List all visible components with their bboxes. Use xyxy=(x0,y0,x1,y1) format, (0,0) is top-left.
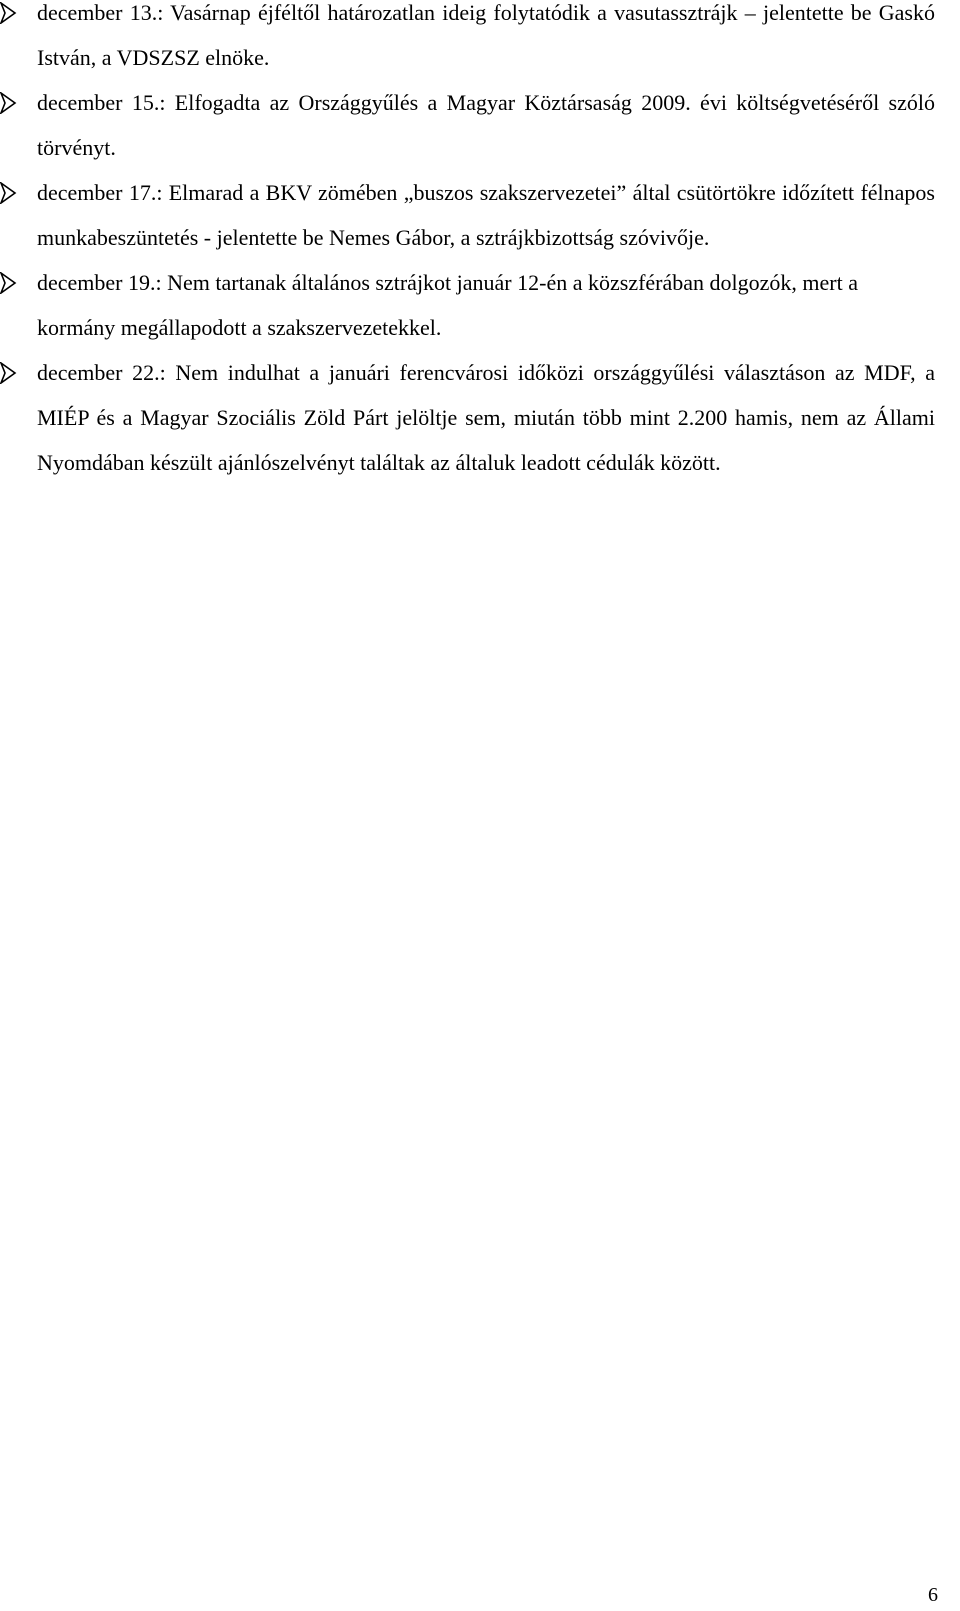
list-item xyxy=(0,80,960,170)
arrowhead-bullet-icon xyxy=(0,92,17,114)
list-item xyxy=(0,170,960,260)
list-item xyxy=(0,260,960,350)
list-item-text: december 19.: Nem tartanak általános sztrájkot január 12-én a közszférában dolgozók, mert a kormány megállapodott a szakszervezetekkel. xyxy=(37,270,858,340)
arrowhead-bullet-icon xyxy=(0,182,17,204)
list-item-text: december 13.: Vasárnap éjféltől határozatlan ideig folytatódik a vasutassztrájk – jelentette be Gaskó István, a VDSZSZ elnöke. xyxy=(37,0,935,70)
arrowhead-bullet-icon xyxy=(0,2,17,24)
bullet-list xyxy=(0,0,960,485)
list-item-text: december 17.: Elmarad a BKV zömében „buszos szakszervezetei” által csütörtökre időzített félnapos munkabeszüntetés - jelentette be Nemes Gábor, a sztrájkbizottság szóvivője. xyxy=(37,180,935,250)
list-item-text: december 15.: Elfogadta az Országgyűlés a Magyar Köztársaság 2009. évi költségvetéséről szóló törvényt. xyxy=(37,90,935,160)
arrowhead-bullet-icon xyxy=(0,362,17,384)
page-number: 6 xyxy=(928,1584,938,1606)
list-item xyxy=(0,0,960,80)
arrowhead-bullet-icon xyxy=(0,272,17,294)
list-item-text: december 22.: Nem indulhat a januári ferencvárosi időközi országgyűlési választáson az MDF, a MIÉP és a Magyar Szociális Zöld Párt jelöltje sem, miután több mint 2.200 hamis, nem az Állami Nyomdában készült ajánlószelvényt találtak az általuk leadott cédulák között. xyxy=(37,360,935,475)
list-item xyxy=(0,350,960,485)
